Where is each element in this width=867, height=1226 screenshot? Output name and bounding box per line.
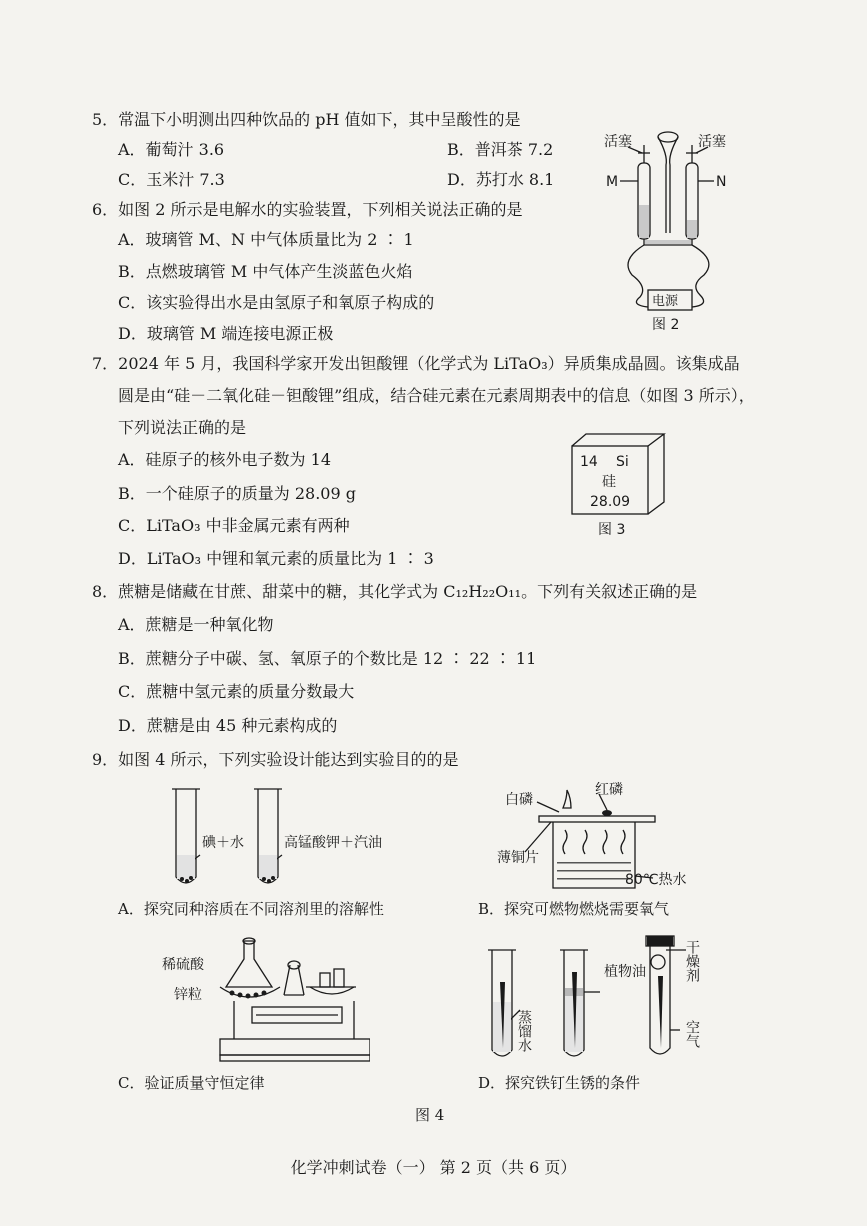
q8-option-c: C．蔗糖中氢元素的质量分数最大 — [118, 682, 355, 701]
q5-option-d: D．苏打水 8.1 — [447, 170, 555, 189]
fig4d-label-vegetable-oil — [604, 963, 646, 980]
fig4a-label-kmno4-gasoline: 高锰酸钾＋汽油 — [284, 835, 382, 851]
q9-option-a: A．探究同种溶质在不同溶剂里的溶解性 — [118, 900, 384, 918]
fig2-power-source: 电源 — [652, 294, 679, 309]
fig2-label-m: M — [606, 174, 619, 190]
fig4d-label-desiccant: 干燥剂 — [684, 940, 700, 982]
fig4a-label-iodine-water: 碘＋水 — [202, 835, 244, 851]
fig3-element-name: 硅 — [602, 474, 616, 490]
fig4b-label-red-phosphorus: 红磷 — [595, 782, 623, 798]
q5-stem: 5．常温下小明测出四种饮品的 pH 值如下，其中呈酸性的是 — [92, 110, 521, 129]
page-footer: 化学冲刺试卷（一） 第 2 页（共 6 页） — [290, 1158, 577, 1177]
figure-4d-rusting — [480, 930, 720, 1070]
fig4b-label-copper-sheet: 薄铜片 — [497, 850, 539, 866]
fig4d-label-air: 空气 — [684, 1020, 700, 1048]
fig2-caption: 图 2 — [652, 317, 680, 333]
q7-option-d: D．LiTaO₃ 中锂和氧元素的质量比为 1 ∶ 3 — [118, 549, 434, 568]
q8-option-b: B．蔗糖分子中碳、氢、氧原子的个数比是 12 ∶ 22 ∶ 11 — [118, 649, 537, 668]
q7-stem-line-3: 下列说法正确的是 — [118, 418, 247, 437]
fig4b-label-white-phosphorus: 白磷 — [505, 792, 533, 808]
fig2-label-n: N — [716, 174, 727, 190]
fig4d-label-distilled-water: 蒸馏水 — [516, 1010, 532, 1052]
fig4c-label-zinc-granules: 锌粒 — [174, 987, 202, 1003]
q6-option-a: A．玻璃管 M、N 中气体质量比为 2 ∶ 1 — [118, 230, 414, 249]
q5-option-c: C．玉米汁 7.3 — [118, 170, 225, 189]
q9-option-c: C．验证质量守恒定律 — [118, 1074, 265, 1092]
q6-option-b: B．点燃玻璃管 M 中气体产生淡蓝色火焰 — [118, 262, 413, 281]
q6-option-c: C．该实验得出水是由氢原子和氧原子构成的 — [118, 293, 435, 312]
fig2-valve-left: 活塞 — [604, 134, 632, 150]
q7-stem-line-2: 圆是由“硅－二氧化硅－钽酸锂”组成，结合硅元素在元素周期表中的信息（如图 3 所示）， — [118, 386, 755, 405]
fig4d-label-vegetable-oil-text: 植物油 — [604, 964, 646, 980]
q8-option-a: A．蔗糖是一种氧化物 — [118, 615, 274, 634]
q6-stem: 6．如图 2 所示是电解水的实验装置，下列相关说法正确的是 — [92, 200, 523, 219]
fig2-valve-right: 活塞 — [698, 134, 726, 150]
q5-option-a: A．葡萄汁 3.6 — [118, 140, 225, 159]
figure-4-caption: 图 4 — [415, 1106, 445, 1124]
figure-4b-combustion — [495, 780, 715, 895]
figure-4a-test-tubes — [160, 785, 400, 895]
q7-option-c: C．LiTaO₃ 中非金属元素有两种 — [118, 516, 350, 535]
q9-option-d: D．探究铁钉生锈的条件 — [478, 1074, 641, 1092]
q7-option-a: A．硅原子的核外电子数为 14 — [118, 450, 332, 469]
figure-2-electrolysis — [600, 125, 770, 335]
q7-option-b: B．一个硅原子的质量为 28.09 g — [118, 484, 356, 503]
figure-4c-balance — [160, 935, 370, 1070]
fig3-caption: 图 3 — [598, 522, 626, 538]
figure-3-silicon-cell — [570, 432, 670, 542]
q9-option-b: B．探究可燃物燃烧需要氧气 — [478, 900, 670, 918]
q8-stem: 8．蔗糖是储藏在甘蔗、甜菜中的糖，其化学式为 C₁₂H₂₂O₁₁。下列有关叙述正确的是 — [92, 582, 698, 601]
fig4c-label-dilute-sulfuric-acid: 稀硫酸 — [162, 957, 204, 973]
fig3-atomic-mass: 28.09 — [590, 494, 631, 510]
q9-stem: 9．如图 4 所示，下列实验设计能达到实验目的的是 — [92, 750, 459, 769]
q7-stem-line-1: 7．2024 年 5 月，我国科学家开发出钽酸锂（化学式为 LiTaO₃）异质集成晶圆。该集成晶 — [92, 354, 740, 373]
q6-option-d: D．玻璃管 M 端连接电源正极 — [118, 324, 334, 343]
fig3-atomic-number: 14 — [580, 454, 598, 470]
q8-option-d: D．蔗糖是由 45 种元素构成的 — [118, 716, 338, 735]
fig4b-label-hot-water: 80℃热水 — [625, 872, 687, 888]
q5-option-b: B．普洱茶 7.2 — [447, 140, 554, 159]
fig3-symbol: Si — [616, 454, 629, 470]
